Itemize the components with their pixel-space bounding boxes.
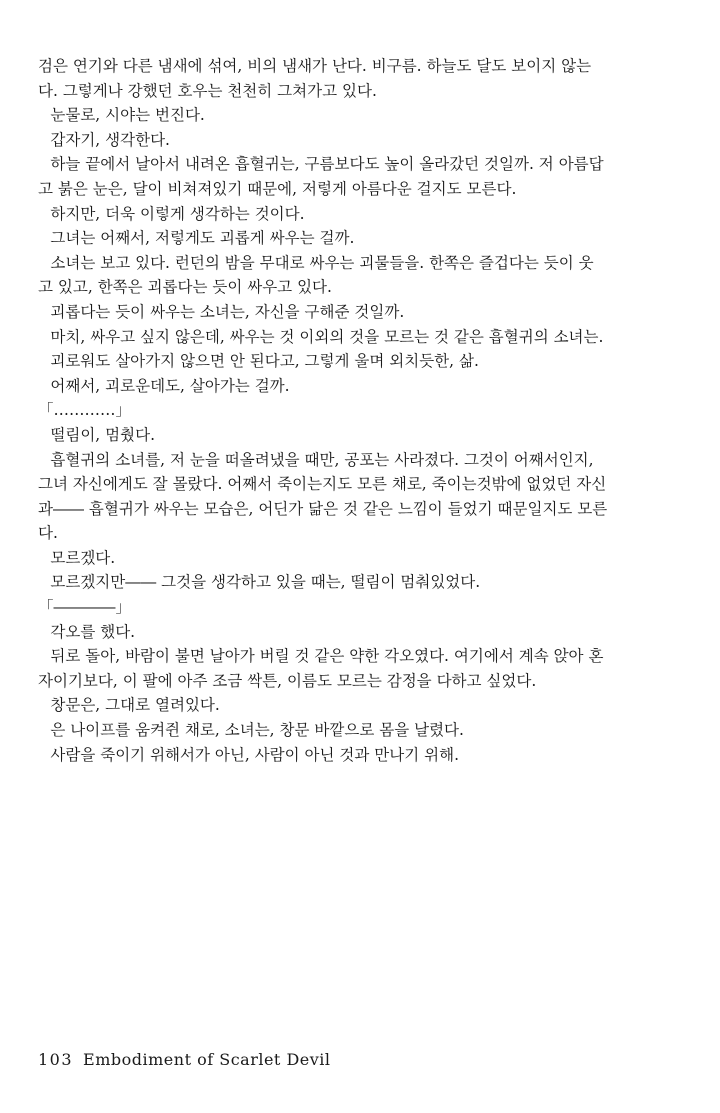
text-line: 괴로워도 살아가지 않으면 안 된다고, 그렇게 울며 외치듯한, 삶. [50, 352, 479, 371]
text-line: 「…………」 [38, 401, 132, 420]
text-line: 그녀 자신에게도 잘 몰랐다. 어째서 죽이는지도 모른 채로, 죽이는것밖에 없었던 자신 [38, 475, 607, 494]
text-line: 하늘 끝에서 날아서 내려온 흡혈귀는, 구름보다도 높이 올라갔던 것일까. 저 아름답 [50, 155, 604, 174]
text-line: 괴롭다는 듯이 싸우는 소녀는, 자신을 구해준 것일까. [50, 302, 405, 321]
text-line: 다. 그렇게나 강했던 호우는 천천히 그쳐가고 있다. [38, 81, 377, 100]
text-line: 그녀는 어째서, 저렇게도 괴롭게 싸우는 걸까. [50, 229, 355, 248]
text-line: 어째서, 괴로운데도, 살아가는 걸까. [50, 376, 290, 395]
text-line: 검은 연기와 다른 냄새에 섞여, 비의 냄새가 난다. 비구름. 하늘도 달도 보이지 않는 [38, 57, 592, 75]
text-line: 눈물로, 시야는 번진다. [50, 106, 205, 125]
text-line: 갑자기, 생각한다. [50, 130, 170, 149]
text-line: 각오를 했다. [50, 622, 136, 641]
page-footer [38, 1050, 331, 1069]
text-line: 고 있고, 한쪽은 괴롭다는 듯이 싸우고 있다. [38, 278, 332, 297]
text-line: 「――――」 [38, 598, 132, 617]
text-line: 다. [38, 524, 58, 543]
body-text [38, 54, 682, 767]
text-line: 하지만, 더욱 이렇게 생각하는 것이다. [50, 204, 305, 223]
text-line: 은 나이프를 움켜쥔 채로, 소녀는, 창문 바깥으로 몸을 날렸다. [50, 721, 464, 740]
text-line: 모르겠지만―― 그것을 생각하고 있을 때는, 떨림이 멈춰있었다. [50, 573, 481, 592]
text-line: 창문은, 그대로 열려있다. [50, 696, 220, 715]
text-line: 흡혈귀의 소녀를, 저 눈을 떠올려냈을 때만, 공포는 사라졌다. 그것이 어째서인지, [50, 450, 594, 469]
text-line: 사람을 죽이기 위해서가 아닌, 사람이 아닌 것과 만나기 위해. [50, 745, 460, 764]
text-line: 떨림이, 멈췄다. [50, 425, 156, 444]
book-title: Embodiment of Scarlet Devil [83, 1050, 331, 1069]
text-line: 소녀는 보고 있다. 런던의 밤을 무대로 싸우는 괴물들을. 한쪽은 즐겁다는 듯이 웃 [50, 253, 594, 272]
text-line: 자이기보다, 이 팔에 아주 조금 싹튼, 이름도 모르는 감정을 다하고 싶었다. [38, 671, 537, 690]
text-line: 고 붉은 눈은, 달이 비쳐져있기 때문에, 저렇게 아름다운 걸지도 모른다. [38, 179, 517, 198]
text-line: 과―― 흡혈귀가 싸우는 모습은, 어딘가 닮은 것 같은 느낌이 들었기 때문일지도 모른 [38, 499, 608, 518]
text-line: 모르겠다. [50, 548, 116, 567]
page-number: 103 [38, 1050, 74, 1069]
text-line: 뒤로 돌아, 바람이 불면 날아가 버릴 것 같은 약한 각오였다. 여기에서 계속 앉아 혼 [50, 647, 604, 666]
text-line: 마치, 싸우고 싶지 않은데, 싸우는 것 이외의 것을 모르는 것 같은 흡혈귀의 소녀는. [50, 327, 604, 346]
